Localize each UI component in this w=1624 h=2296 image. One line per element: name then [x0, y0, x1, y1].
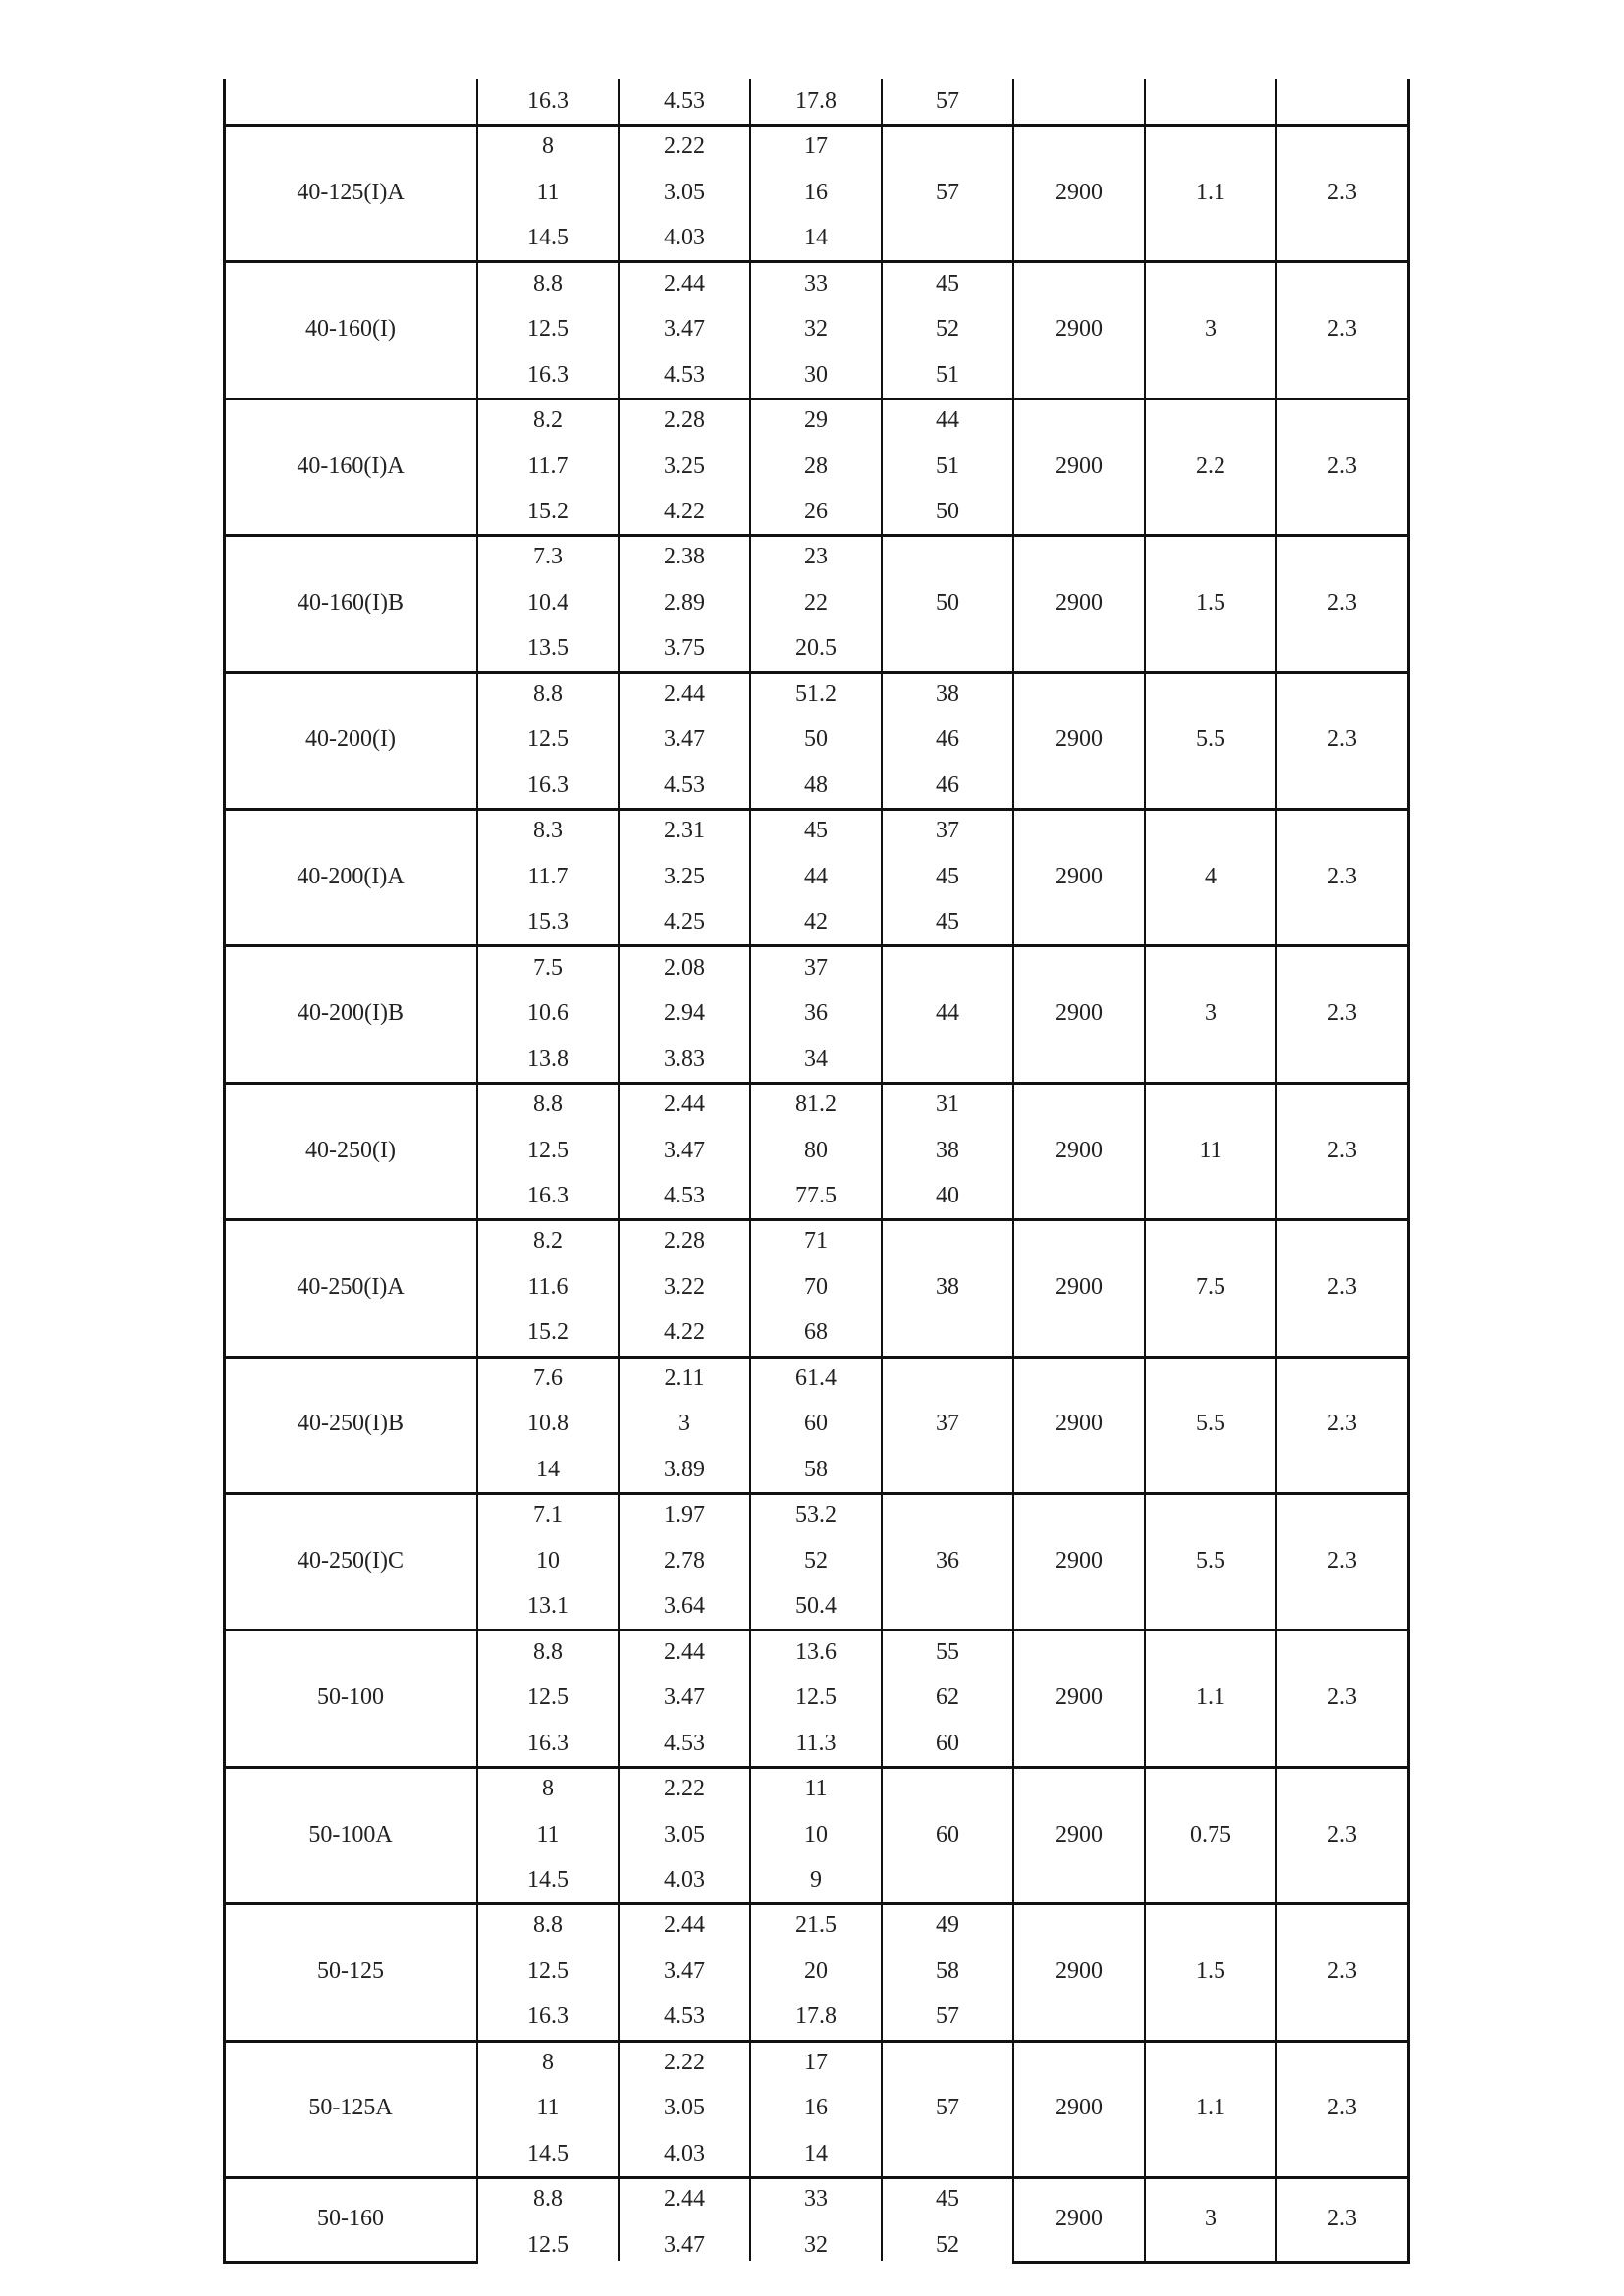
flow-ls-cell: 3.22	[664, 1273, 705, 1300]
head-cell: 21.5	[795, 1912, 837, 1939]
column-border	[476, 79, 478, 2262]
head-cell: 45	[804, 818, 828, 844]
flow-ls-cell: 2.78	[664, 1547, 705, 1574]
flow-m3h-cell: 16.3	[527, 1183, 568, 1208]
head-cell: 53.2	[795, 1502, 837, 1528]
efficiency-cell: 52	[936, 316, 959, 343]
speed-cell: 2900	[1056, 453, 1103, 479]
flow-m3h-cell: 15.3	[527, 909, 568, 935]
npsh-cell: 2.3	[1327, 1000, 1357, 1027]
npsh-cell: 2.3	[1327, 453, 1357, 479]
row-border	[223, 1766, 1410, 1769]
column-border	[223, 79, 226, 2262]
speed-cell: 2900	[1056, 2095, 1103, 2121]
npsh-cell: 2.3	[1327, 2206, 1357, 2231]
head-cell: 77.5	[795, 1183, 837, 1208]
flow-m3h-cell: 8.8	[533, 1638, 563, 1665]
power-cell: 4	[1205, 863, 1217, 889]
power-cell: 5.5	[1196, 1411, 1225, 1437]
head-cell: 50	[804, 726, 828, 753]
head-cell: 11	[804, 1776, 828, 1801]
power-cell: 0.75	[1190, 1821, 1231, 1847]
flow-m3h-cell: 11.7	[527, 453, 568, 479]
row-border	[223, 1218, 1410, 1221]
speed-cell: 2900	[1056, 179, 1103, 205]
head-cell: 22	[804, 589, 828, 615]
column-border	[1275, 79, 1277, 2262]
flow-m3h-cell: 8.8	[533, 270, 563, 296]
flow-m3h-cell: 8	[542, 2049, 554, 2075]
row-border	[223, 1492, 1410, 1495]
head-cell: 33	[804, 270, 828, 296]
efficiency-cell: 58	[936, 1957, 959, 1984]
npsh-cell: 2.3	[1327, 1137, 1357, 1163]
efficiency-cell: 45	[936, 2186, 959, 2212]
flow-m3h-cell: 14	[536, 1456, 560, 1482]
model-cell: 40-250(I)	[305, 1137, 396, 1163]
flow-ls-cell: 3.05	[664, 179, 705, 205]
flow-m3h-cell: 16.3	[527, 772, 568, 798]
flow-ls-cell: 2.94	[664, 1000, 705, 1027]
efficiency-cell: 60	[936, 1730, 959, 1756]
efficiency-cell: 62	[936, 1684, 959, 1711]
npsh-cell: 2.3	[1327, 1411, 1357, 1437]
head-cell: 11.3	[795, 1730, 837, 1756]
efficiency-cell: 57	[936, 2003, 959, 2030]
model-cell: 40-200(I)B	[298, 1000, 404, 1027]
column-border	[1144, 79, 1146, 2262]
flow-m3h-cell: 12.5	[527, 1684, 568, 1711]
row-border	[223, 808, 1410, 811]
head-cell: 20	[804, 1957, 828, 1984]
efficiency-cell: 44	[936, 407, 959, 433]
row-border	[223, 2261, 478, 2264]
flow-m3h-cell: 11	[536, 2095, 560, 2121]
speed-cell: 2900	[1056, 1684, 1103, 1711]
efficiency-cell: 51	[936, 453, 959, 479]
row-border	[223, 1902, 1410, 1905]
efficiency-cell: 36	[936, 1547, 959, 1574]
flow-m3h-cell: 8.8	[533, 1092, 563, 1117]
npsh-cell: 2.3	[1327, 2095, 1357, 2121]
flow-ls-cell: 3.25	[664, 453, 705, 479]
flow-ls-cell: 4.53	[664, 2003, 705, 2030]
head-cell: 80	[804, 1137, 828, 1163]
power-cell: 5.5	[1196, 726, 1225, 753]
head-cell: 51.2	[795, 680, 837, 707]
head-cell: 68	[804, 1319, 828, 1346]
speed-cell: 2900	[1056, 589, 1103, 615]
power-cell: 3	[1205, 1000, 1217, 1027]
speed-cell: 2900	[1056, 1273, 1103, 1300]
head-cell: 28	[804, 453, 828, 479]
head-cell: 33	[804, 2186, 828, 2212]
efficiency-cell: 45	[936, 909, 959, 935]
head-cell: 26	[804, 499, 828, 524]
flow-m3h-cell: 8.8	[533, 680, 563, 707]
flow-m3h-cell: 7.3	[533, 544, 563, 570]
column-border	[618, 79, 620, 2261]
head-cell: 37	[804, 954, 828, 981]
head-cell: 16	[804, 179, 828, 205]
flow-m3h-cell: 12.5	[527, 1957, 568, 1984]
flow-m3h-cell: 12.5	[527, 316, 568, 343]
efficiency-cell: 45	[936, 270, 959, 296]
model-cell: 40-200(I)	[305, 726, 396, 753]
model-cell: 50-125	[317, 1957, 384, 1984]
flow-ls-cell: 3	[678, 1411, 690, 1437]
flow-ls-cell: 3.05	[664, 1821, 705, 1847]
head-cell: 32	[804, 2231, 828, 2258]
speed-cell: 2900	[1056, 1547, 1103, 1574]
head-cell: 10	[804, 1821, 828, 1847]
head-cell: 30	[804, 361, 828, 388]
power-cell: 3	[1205, 2206, 1217, 2231]
flow-m3h-cell: 14.5	[527, 2140, 568, 2166]
model-cell: 50-100A	[308, 1821, 393, 1847]
model-cell: 40-125(I)A	[297, 179, 405, 205]
flow-m3h-cell: 11	[536, 1821, 560, 1847]
flow-m3h-cell: 10.8	[527, 1411, 568, 1437]
flow-ls-cell: 4.03	[664, 1867, 705, 1893]
speed-cell: 2900	[1056, 726, 1103, 753]
column-border	[1407, 79, 1410, 2262]
flow-ls-cell: 3.64	[664, 1593, 705, 1620]
npsh-cell: 2.3	[1327, 1273, 1357, 1300]
head-cell: 17.8	[795, 2003, 837, 2030]
head-cell: 60	[804, 1411, 828, 1437]
flow-ls-cell: 4.22	[664, 499, 705, 524]
column-border	[881, 79, 883, 2261]
flow-ls-cell: 2.11	[664, 1364, 705, 1391]
power-cell: 1.5	[1196, 1957, 1225, 1984]
power-cell: 2.2	[1196, 453, 1225, 479]
flow-ls-cell: 2.38	[664, 544, 705, 570]
efficiency-cell: 38	[936, 680, 959, 707]
efficiency-cell: 57	[936, 88, 959, 114]
head-cell: 48	[804, 772, 828, 798]
efficiency-cell: 50	[936, 499, 959, 524]
flow-m3h-cell: 12.5	[527, 726, 568, 753]
model-cell: 40-250(I)A	[297, 1273, 405, 1300]
head-cell: 50.4	[795, 1593, 837, 1620]
flow-ls-cell: 4.53	[664, 1183, 705, 1208]
flow-ls-cell: 4.53	[664, 1730, 705, 1756]
model-cell: 50-100	[317, 1684, 384, 1711]
row-border	[223, 1629, 1410, 1631]
flow-m3h-cell: 13.5	[527, 635, 568, 662]
power-cell: 5.5	[1196, 1547, 1225, 1574]
head-cell: 17.8	[795, 88, 837, 114]
flow-m3h-cell: 8.8	[533, 1912, 563, 1939]
flow-ls-cell: 4.53	[664, 361, 705, 388]
npsh-cell: 2.3	[1327, 179, 1357, 205]
head-cell: 14	[804, 225, 828, 251]
flow-ls-cell: 3.25	[664, 863, 705, 889]
flow-ls-cell: 2.44	[664, 2186, 705, 2212]
flow-m3h-cell: 8	[542, 133, 554, 160]
head-cell: 12.5	[795, 1684, 837, 1711]
model-cell: 40-160(I)A	[297, 453, 405, 479]
flow-m3h-cell: 16.3	[527, 2003, 568, 2030]
flow-ls-cell: 3.47	[664, 1684, 705, 1711]
flow-m3h-cell: 8.2	[533, 407, 563, 433]
flow-ls-cell: 3.47	[664, 726, 705, 753]
flow-ls-cell: 4.22	[664, 1319, 705, 1346]
speed-cell: 2900	[1056, 1137, 1103, 1163]
efficiency-cell: 60	[936, 1821, 959, 1847]
flow-ls-cell: 2.44	[664, 270, 705, 296]
flow-m3h-cell: 16.3	[527, 1730, 568, 1756]
row-border	[1012, 2261, 1410, 2264]
model-cell: 40-250(I)B	[298, 1411, 404, 1437]
flow-m3h-cell: 12.5	[527, 2231, 568, 2258]
flow-ls-cell: 4.53	[664, 88, 705, 114]
flow-m3h-cell: 15.2	[527, 1319, 568, 1346]
head-cell: 34	[804, 1045, 828, 1072]
npsh-cell: 2.3	[1327, 1547, 1357, 1574]
flow-ls-cell: 2.44	[664, 680, 705, 707]
npsh-cell: 2.3	[1327, 1957, 1357, 1984]
head-cell: 81.2	[795, 1092, 837, 1117]
flow-ls-cell: 2.08	[664, 954, 705, 981]
power-cell: 1.1	[1196, 179, 1225, 205]
speed-cell: 2900	[1056, 1000, 1103, 1027]
power-cell: 11	[1199, 1137, 1222, 1163]
speed-cell: 2900	[1056, 2206, 1103, 2231]
efficiency-cell: 55	[936, 1638, 959, 1665]
model-cell: 50-160	[317, 2206, 384, 2231]
flow-m3h-cell: 10.4	[527, 589, 568, 615]
power-cell: 1.5	[1196, 589, 1225, 615]
head-cell: 9	[810, 1867, 822, 1893]
flow-ls-cell: 2.31	[664, 818, 705, 844]
flow-ls-cell: 3.83	[664, 1045, 705, 1072]
row-border	[223, 260, 1410, 263]
head-cell: 52	[804, 1547, 828, 1574]
flow-ls-cell: 3.05	[664, 2095, 705, 2121]
flow-m3h-cell: 12.5	[527, 1137, 568, 1163]
flow-m3h-cell: 10	[536, 1547, 560, 1574]
column-border	[749, 79, 751, 2261]
flow-m3h-cell: 8.3	[533, 818, 563, 844]
flow-ls-cell: 3.47	[664, 1957, 705, 1984]
row-border	[223, 124, 1410, 127]
flow-m3h-cell: 8.2	[533, 1228, 563, 1255]
head-cell: 71	[804, 1228, 828, 1255]
head-cell: 14	[804, 2140, 828, 2166]
flow-ls-cell: 4.25	[664, 909, 705, 935]
row-border	[223, 398, 1410, 400]
column-border	[1012, 79, 1014, 2262]
head-cell: 58	[804, 1456, 828, 1482]
flow-m3h-cell: 14.5	[527, 1867, 568, 1893]
head-cell: 29	[804, 407, 828, 433]
npsh-cell: 2.3	[1327, 726, 1357, 753]
efficiency-cell: 57	[936, 2095, 959, 2121]
flow-ls-cell: 3.75	[664, 635, 705, 662]
efficiency-cell: 38	[936, 1137, 959, 1163]
head-cell: 17	[804, 2049, 828, 2075]
flow-m3h-cell: 8.8	[533, 2186, 563, 2212]
efficiency-cell: 38	[936, 1273, 959, 1300]
flow-ls-cell: 4.03	[664, 225, 705, 251]
power-cell: 1.1	[1196, 1684, 1225, 1711]
npsh-cell: 2.3	[1327, 1821, 1357, 1847]
efficiency-cell: 50	[936, 589, 959, 615]
flow-m3h-cell: 11.7	[527, 863, 568, 889]
flow-m3h-cell: 7.1	[533, 1502, 563, 1528]
model-cell: 40-200(I)A	[297, 863, 405, 889]
flow-ls-cell: 2.28	[664, 1228, 705, 1255]
flow-ls-cell: 3.89	[664, 1456, 705, 1482]
flow-ls-cell: 2.22	[664, 133, 705, 160]
row-border	[223, 944, 1410, 947]
head-cell: 32	[804, 316, 828, 343]
flow-ls-cell: 2.89	[664, 589, 705, 615]
head-cell: 44	[804, 863, 828, 889]
speed-cell: 2900	[1056, 863, 1103, 889]
efficiency-cell: 51	[936, 361, 959, 388]
model-cell: 40-160(I)B	[298, 589, 404, 615]
flow-m3h-cell: 7.5	[533, 954, 563, 981]
flow-ls-cell: 2.44	[664, 1638, 705, 1665]
npsh-cell: 2.3	[1327, 316, 1357, 343]
model-cell: 40-160(I)	[305, 316, 396, 343]
flow-ls-cell: 2.22	[664, 2049, 705, 2075]
flow-ls-cell: 2.22	[664, 1776, 705, 1801]
flow-ls-cell: 3.47	[664, 2231, 705, 2258]
efficiency-cell: 52	[936, 2231, 959, 2258]
head-cell: 42	[804, 909, 828, 935]
power-cell: 3	[1205, 316, 1217, 343]
flow-m3h-cell: 13.1	[527, 1593, 568, 1620]
speed-cell: 2900	[1056, 316, 1103, 343]
flow-m3h-cell: 11	[536, 179, 560, 205]
row-border	[223, 534, 1410, 537]
head-cell: 13.6	[795, 1638, 837, 1665]
flow-m3h-cell: 8	[542, 1776, 554, 1801]
speed-cell: 2900	[1056, 1957, 1103, 1984]
efficiency-cell: 46	[936, 772, 959, 798]
flow-ls-cell: 2.44	[664, 1092, 705, 1117]
flow-ls-cell: 2.28	[664, 407, 705, 433]
row-border	[223, 1356, 1410, 1359]
speed-cell: 2900	[1056, 1821, 1103, 1847]
model-cell: 50-125A	[308, 2095, 393, 2121]
efficiency-cell: 37	[936, 1411, 959, 1437]
npsh-cell: 2.3	[1327, 1684, 1357, 1711]
flow-m3h-cell: 16.3	[527, 88, 568, 114]
flow-m3h-cell: 16.3	[527, 361, 568, 388]
efficiency-cell: 57	[936, 179, 959, 205]
flow-ls-cell: 4.03	[664, 2140, 705, 2166]
efficiency-cell: 46	[936, 726, 959, 753]
efficiency-cell: 49	[936, 1912, 959, 1939]
head-cell: 61.4	[795, 1364, 837, 1391]
head-cell: 70	[804, 1273, 828, 1300]
flow-m3h-cell: 10.6	[527, 1000, 568, 1027]
efficiency-cell: 45	[936, 863, 959, 889]
npsh-cell: 2.3	[1327, 863, 1357, 889]
speed-cell: 2900	[1056, 1411, 1103, 1437]
head-cell: 23	[804, 544, 828, 570]
model-cell: 40-250(I)C	[298, 1547, 404, 1574]
npsh-cell: 2.3	[1327, 589, 1357, 615]
flow-ls-cell: 1.97	[664, 1502, 705, 1528]
flow-m3h-cell: 7.6	[533, 1364, 563, 1391]
flow-ls-cell: 4.53	[664, 772, 705, 798]
flow-ls-cell: 2.44	[664, 1912, 705, 1939]
efficiency-cell: 40	[936, 1183, 959, 1208]
head-cell: 17	[804, 133, 828, 160]
row-border	[223, 2176, 1410, 2179]
head-cell: 36	[804, 1000, 828, 1027]
efficiency-cell: 37	[936, 818, 959, 844]
row-border	[223, 1082, 1410, 1085]
flow-ls-cell: 3.47	[664, 316, 705, 343]
flow-m3h-cell: 11.6	[527, 1273, 568, 1300]
efficiency-cell: 31	[936, 1092, 959, 1117]
power-cell: 7.5	[1196, 1273, 1225, 1300]
row-border	[223, 2040, 1410, 2043]
power-cell: 1.1	[1196, 2095, 1225, 2121]
efficiency-cell: 44	[936, 1000, 959, 1027]
flow-ls-cell: 3.47	[664, 1137, 705, 1163]
flow-m3h-cell: 13.8	[527, 1045, 568, 1072]
flow-m3h-cell: 14.5	[527, 225, 568, 251]
head-cell: 20.5	[795, 635, 837, 662]
head-cell: 16	[804, 2095, 828, 2121]
row-border	[223, 671, 1410, 674]
flow-m3h-cell: 15.2	[527, 499, 568, 524]
